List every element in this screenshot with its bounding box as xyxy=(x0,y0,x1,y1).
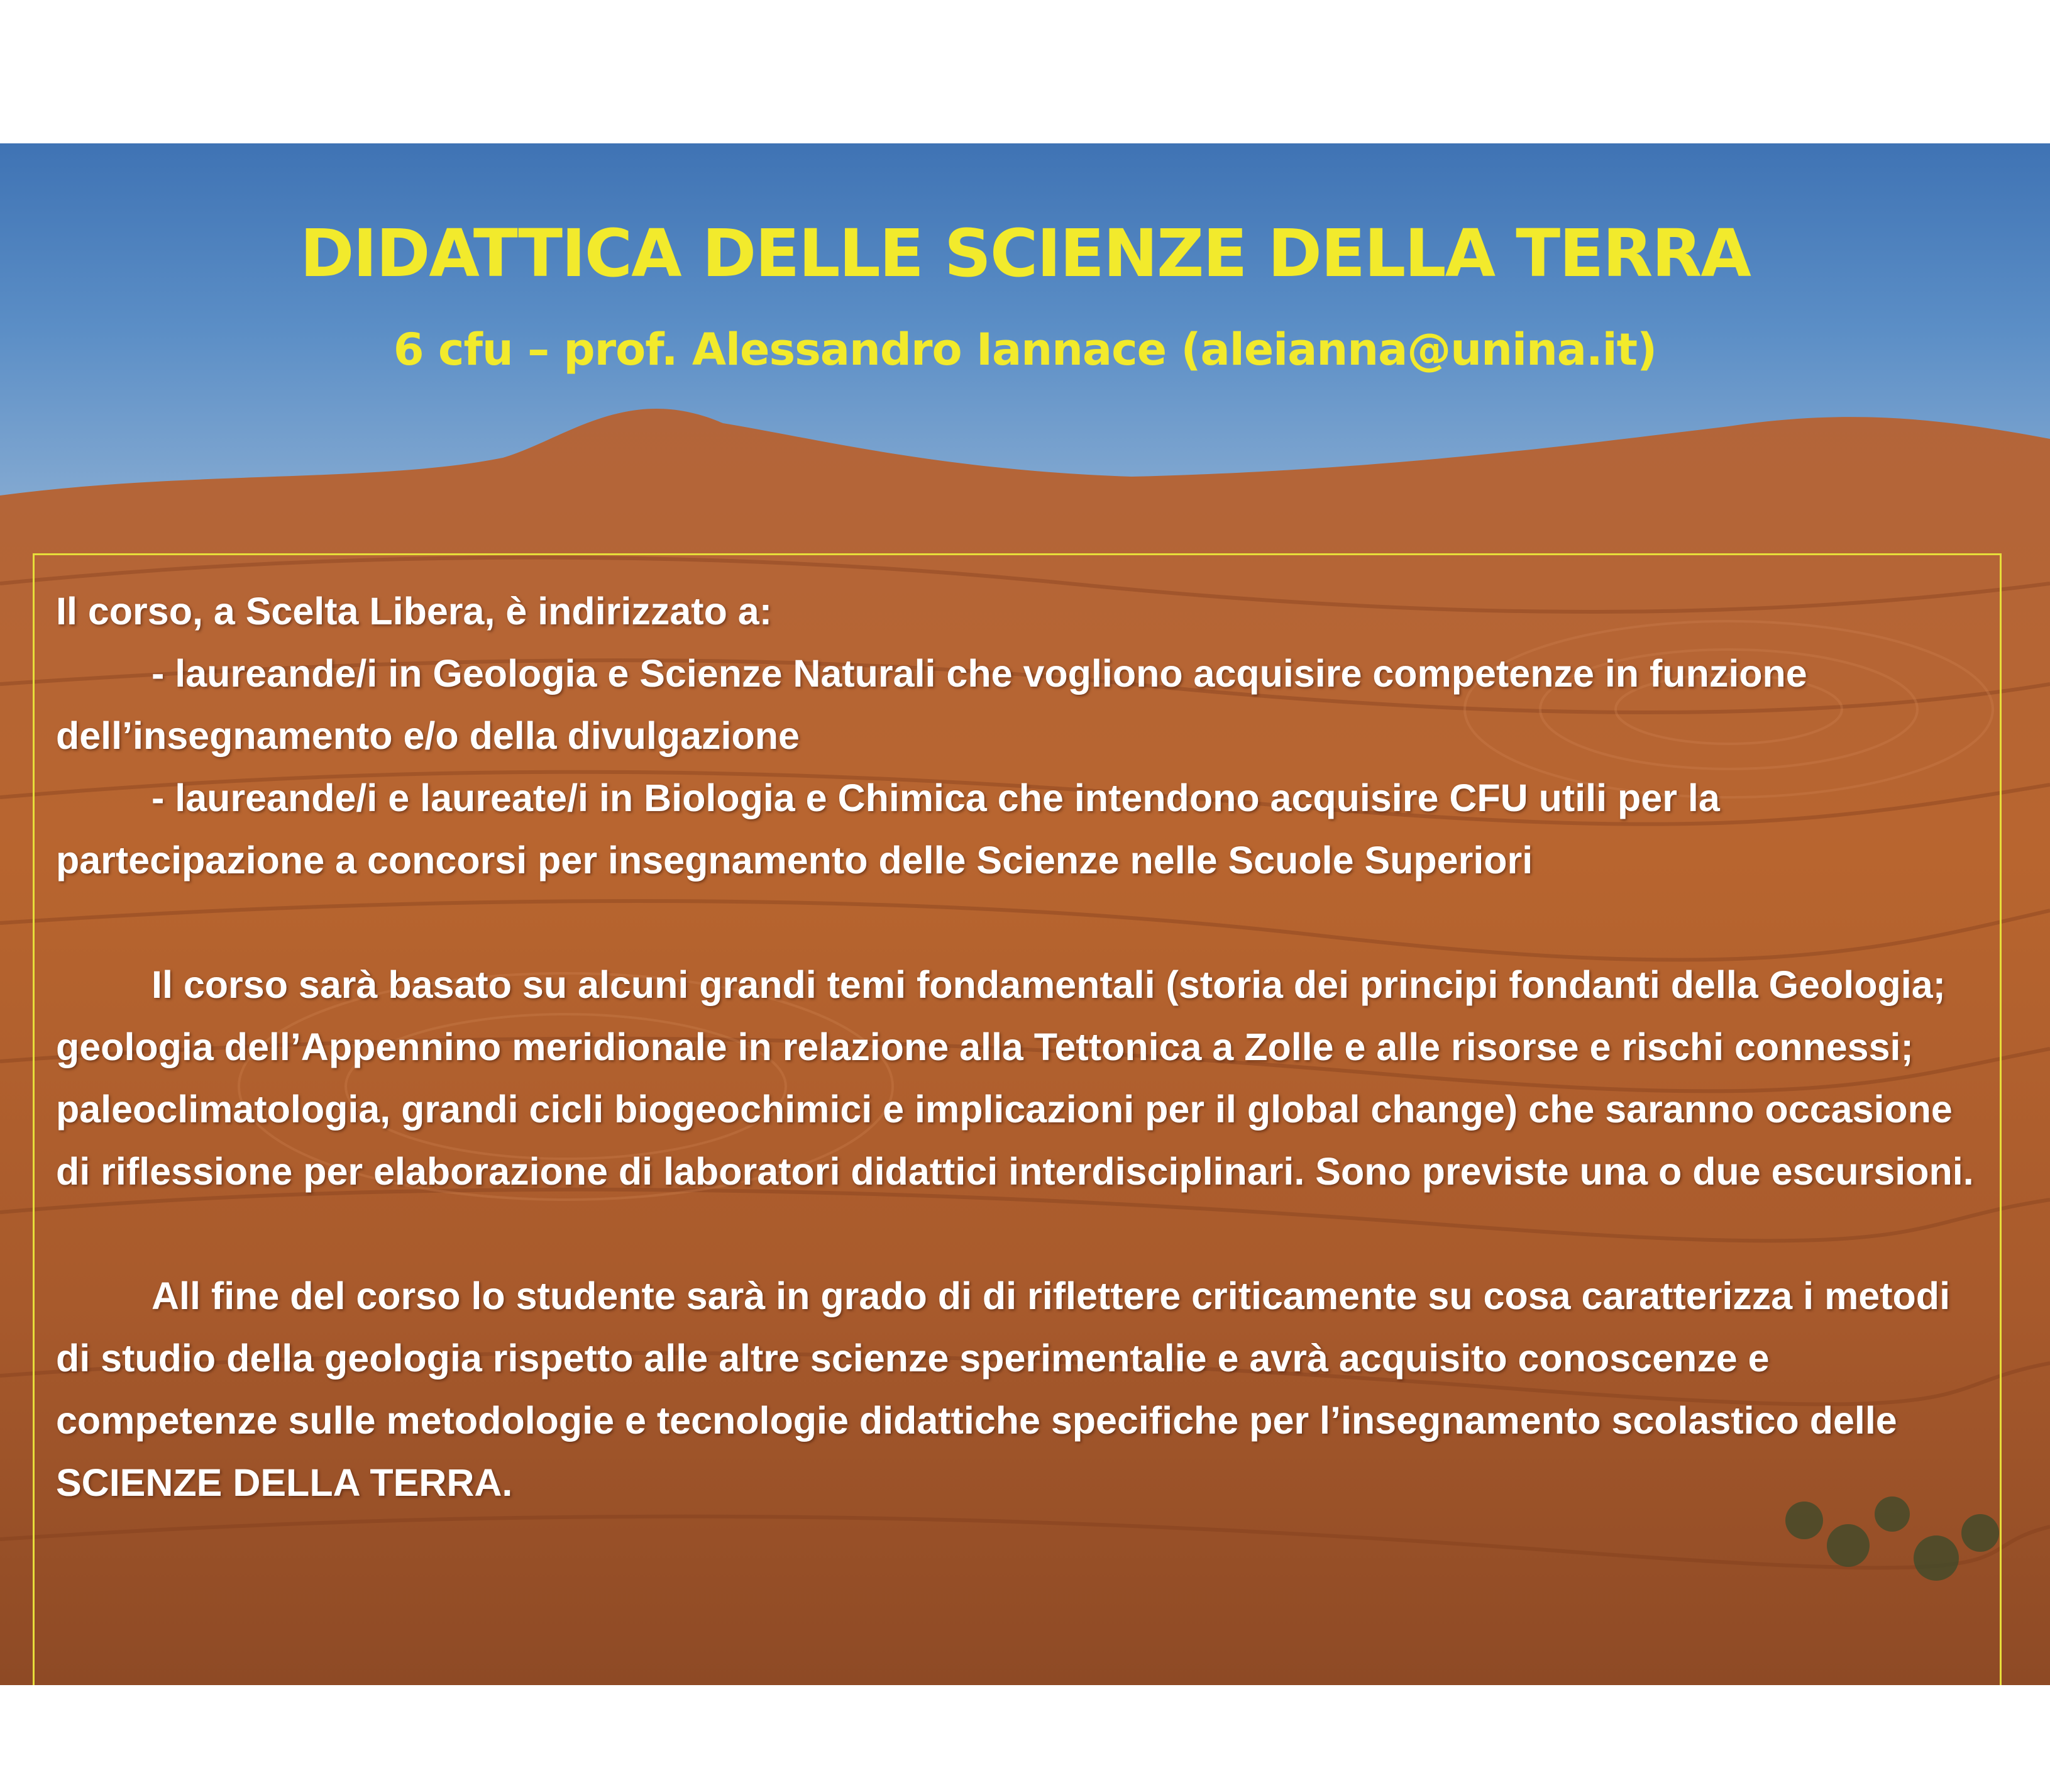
course-subtitle: 6 cfu – prof. Alessandro Iannace (aleianna@unina.it) xyxy=(393,324,1657,375)
audience-item xyxy=(56,643,1986,767)
outcomes-paragraph xyxy=(56,1265,1986,1514)
intro-line: Il corso, a Scelta Libera, è indirizzato a: xyxy=(56,590,773,633)
course-description xyxy=(56,580,1986,1514)
desert-banner xyxy=(0,143,2050,1685)
themes-paragraph-text: Il corso sarà basato su alcuni grandi temi fondamentali (storia dei principi fondanti della Geologia; geologia dell’Appennino meridionale in relazione alla Tettonica a Zolle e alle risorse e rischi connessi; paleoclimatologia, grandi cicli biogeochimici e implicazioni per il global change) che saranno occasione di riflessione per elaborazione di laboratori didattici interdisciplinari. Sono previste una o due escursioni. xyxy=(56,963,1974,1193)
description-box xyxy=(33,553,2002,1685)
course-title: DIDATTICA DELLE SCIENZE DELLA TERRA xyxy=(300,215,1750,292)
paragraph-spacer xyxy=(56,1203,1986,1265)
themes-paragraph xyxy=(56,954,1986,1203)
paragraph-spacer xyxy=(56,892,1986,954)
audience-item-text: - laureande/i e laureate/i in Biologia e Chimica che intendono acquisire CFU utili per la partecipazione a concorsi per insegnamento delle Scienze nelle Scuole Superiori xyxy=(56,777,1720,882)
outcomes-paragraph-text: All fine del corso lo studente sarà in grado di di riflettere criticamente su cosa caratterizza i metodi di studio della geologia rispetto alle altre scienze sperimentalie e avrà acquisito conoscenze e competenze sulle metodologie e tecnologie didattiche specifiche per l’insegnamento scolastico delle SCIENZE DELLA TERRA. xyxy=(56,1275,1951,1504)
audience-item-text: - laureande/i in Geologia e Scienze Naturali che vogliono acquisire competenze in funzione dell’insegnamento e/o della divulgazione xyxy=(56,652,1807,757)
audience-item xyxy=(56,767,1986,892)
